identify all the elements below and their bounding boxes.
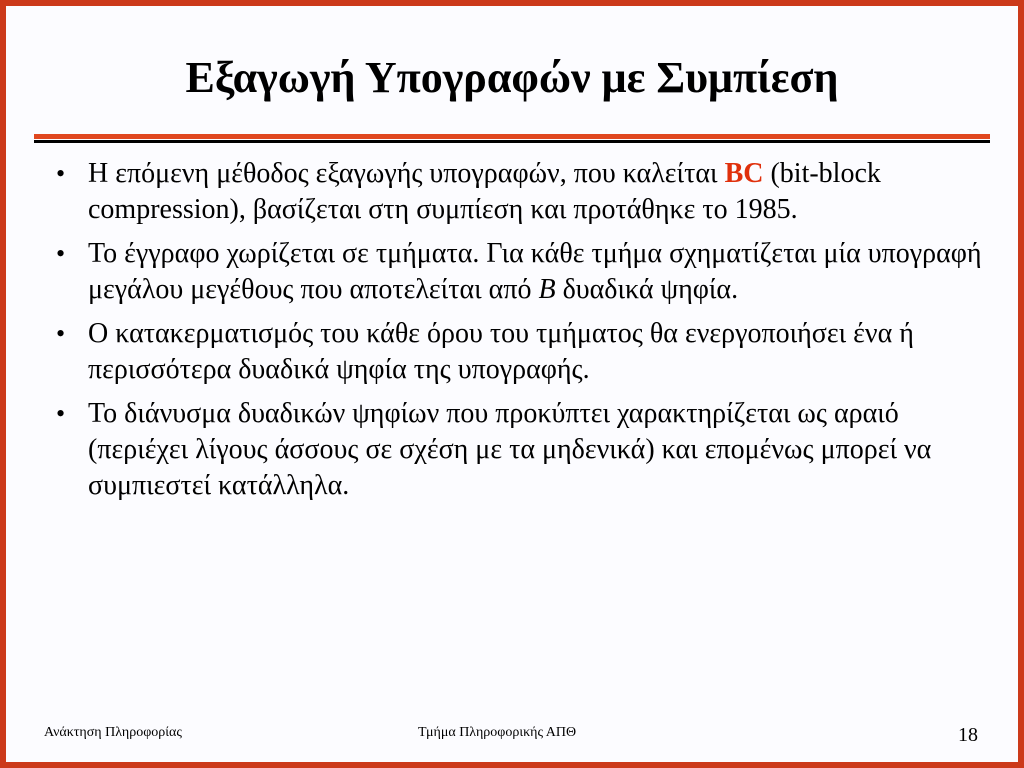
- bullet-marker: •: [56, 159, 66, 188]
- title-divider-line: [34, 140, 990, 143]
- bullet-text: Το διάνυσμα δυαδικών ψηφίων που προκύπτει χαρακτηρίζεται ως αραιό (περιέχει λίγους άσσους σε σχέση με τα μηδενικά) και επομένως μπορεί να συμπιεστεί κατάλληλα.: [88, 398, 932, 501]
- bullet-text: (bit-block compression), βασίζεται στη συμπίεση και προτάθηκε το 1985.: [88, 158, 881, 225]
- bullet-text: Το έγγραφο χωρίζεται σε τμήματα. Για κάθε τμήμα σχηματίζεται μία υπογραφή μεγάλου μεγέθους που αποτελείται από: [88, 238, 982, 305]
- bc-highlight: BC: [724, 158, 764, 189]
- bullet-item-1: [6, 156, 1018, 228]
- slide: [6, 6, 1018, 762]
- bullet-item-3: [6, 316, 1018, 388]
- bullet-list: [6, 156, 1018, 512]
- bullet-text: Ο κατακερματισμός του κάθε όρου του τμήματος θα ενεργοποιήσει ένα ή περισσότερα δυαδικά ψηφία της υπογραφής.: [88, 318, 914, 385]
- bullet-marker: •: [56, 319, 66, 348]
- footer-course-title: Ανάκτηση Πληροφορίας: [44, 725, 182, 740]
- bullet-item-4: [6, 396, 1018, 504]
- footer-department: Τμήμα Πληροφορικής ΑΠΘ: [418, 725, 577, 740]
- bullet-marker: •: [56, 239, 66, 268]
- bullet-item-2: [6, 236, 1018, 308]
- bullet-text: Η επόμενη μέθοδος εξαγωγής υπογραφών, που καλείται: [88, 158, 725, 189]
- title-divider-accent: [34, 134, 990, 139]
- b-variable: B: [538, 274, 556, 305]
- page-number: 18: [958, 724, 978, 746]
- bullet-text: δυαδικά ψηφία.: [555, 274, 739, 305]
- bullet-marker: •: [56, 399, 66, 428]
- slide-title: Εξαγωγή Υπογραφών με Συμπίεση: [185, 53, 839, 102]
